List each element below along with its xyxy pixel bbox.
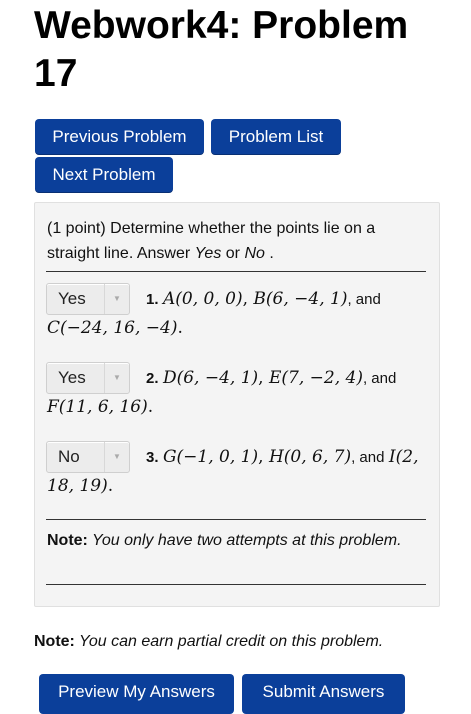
- question-1: 1. A(0, 0, 0), B(6, −4, 1), and C(−24, 16, −4).: [47, 289, 381, 338]
- page-title-line-1: Webwork4: Problem: [34, 4, 409, 47]
- points-label: (1 point): [47, 220, 106, 237]
- question-3: 3. G(−1, 0, 1), H(0, 6, 7), and I(2, 18, 19).: [47, 447, 419, 496]
- note-label: Note:: [47, 532, 88, 549]
- page-title-line-2: 17: [34, 52, 78, 95]
- chevron-down-icon: ▼: [104, 363, 129, 393]
- divider: [46, 584, 426, 585]
- problem-list-button[interactable]: Problem List: [211, 119, 341, 155]
- chevron-down-icon: ▼: [104, 284, 129, 314]
- answer-select-3-value: No: [58, 447, 80, 466]
- no-word: No: [244, 245, 265, 262]
- divider: [46, 271, 426, 272]
- answer-select-2-value: Yes: [58, 368, 86, 387]
- note-label: Note:: [34, 633, 75, 650]
- chevron-down-icon: ▼: [104, 442, 129, 472]
- question-2: 2. D(6, −4, 1), E(7, −2, 4), and F(11, 6, 16).: [47, 368, 397, 417]
- page-title: [34, 2, 454, 98]
- note-text: You can earn partial credit on this problem.: [74, 633, 384, 650]
- yes-word: Yes: [194, 245, 222, 262]
- previous-problem-button[interactable]: Previous Problem: [35, 119, 204, 155]
- partial-credit-note: [34, 630, 383, 654]
- problem-statement: (1 point) Determine whether the points lie on a straight line. Answer Yes or No .: [47, 220, 376, 262]
- note-text: You only have two attempts at this problem.: [87, 532, 402, 549]
- next-problem-button[interactable]: Next Problem: [35, 157, 173, 193]
- preview-answers-button[interactable]: Preview My Answers: [39, 674, 234, 714]
- problem-panel: [34, 202, 440, 607]
- divider: [46, 519, 426, 520]
- submit-answers-button[interactable]: Submit Answers: [242, 674, 405, 714]
- attempts-note: [47, 528, 427, 553]
- answer-select-1-value: Yes: [58, 289, 86, 308]
